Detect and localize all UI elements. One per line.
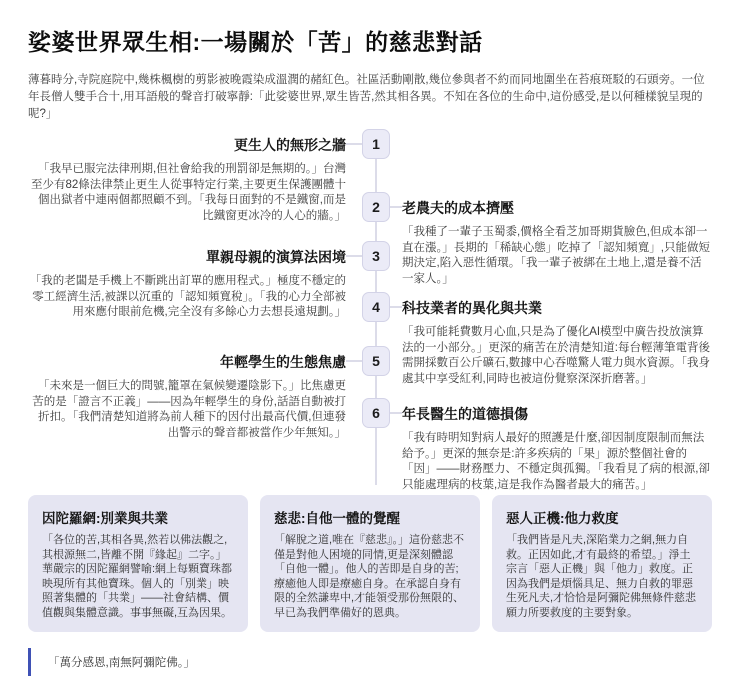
- footer-quote: 「萬分感恩,南無阿彌陀佛。」: [28, 648, 712, 676]
- timeline-item-title: 科技業者的異化與共業: [402, 300, 542, 316]
- timeline-number-badge: [362, 398, 390, 428]
- timeline-item: [28, 135, 346, 224]
- timeline-item-body: 「未來是一個巨大的問號,籠罩在氣候變遷陰影下。」比焦慮更苦的是「證言不正義」——因為年輕學生的身份,話語自動被打折扣。「我們清楚知道將為前人種下的因付出最高代價,但連發出警示的聲音都被當作少年無知。」: [32, 380, 346, 439]
- timeline-connector: [346, 143, 362, 145]
- timeline-item-body: 「我有時明知對病人最好的照護是什麼,卻因制度限制而無法給予。」更深的無奈是:許多疾病的「果」源於整個社會的「因」——財務壓力、不穩定與孤獨。「我看見了病的根源,卻只能處理病的枝葉,這是我作為醫者最大的痛苦。」: [402, 432, 710, 491]
- timeline-item-title: 更生人的無形之牆: [234, 137, 346, 153]
- timeline-item-title: 老農夫的成本擠壓: [402, 200, 514, 216]
- timeline-number: 4: [372, 299, 380, 315]
- card-title: 惡人正機:他力救度: [506, 511, 619, 526]
- timeline: [28, 127, 712, 495]
- timeline-number-badge: [362, 241, 390, 271]
- card-body: 「解脫之道,唯在『慈悲』。」這份慈悲不僅是對他人困境的同情,更是深刻體認「自他一體」。他人的苦即是自身的苦;療癒他人即是療癒自身。在承認自身有限的全然謙卑中,才能領受那份無限的、早已為我們準備好的恩典。: [274, 534, 465, 619]
- timeline-item: [402, 298, 712, 387]
- timeline-connector: [346, 360, 362, 362]
- timeline-number: 5: [372, 353, 380, 369]
- timeline-item: [402, 198, 712, 287]
- timeline-number-badge: [362, 192, 390, 222]
- timeline-item-title: 年長醫生的道德損傷: [402, 406, 528, 422]
- card-title: 因陀羅網:別業與共業: [42, 511, 168, 526]
- card-indra-net: [28, 495, 248, 632]
- timeline-number: 3: [372, 248, 380, 264]
- card-body: 「各位的苦,其相各異,然若以佛法觀之,其根源無二,皆離不開『緣起』二字。」華嚴宗的因陀羅網譬喻:網上每顆寶珠都映現所有其他寶珠。個人的「別業」映照著集體的「共業」——社會結構、價值觀與集體意識。事事無礙,互為因果。: [42, 534, 233, 619]
- card-salvation: [492, 495, 712, 632]
- card-compassion: [260, 495, 480, 632]
- timeline-connector: [390, 206, 402, 208]
- timeline-number-badge: [362, 346, 390, 376]
- timeline-item: [28, 247, 346, 321]
- timeline-item-body: 「我的老闆是手機上不斷跳出訂單的應用程式。」極度不穩定的零工經濟生活,被課以沉重的「認知頻寬稅」。「我的心力全部被用來應付眼前危機,完全沒有多餘心力去想長遠規劃。」: [29, 275, 346, 318]
- timeline-connector: [390, 306, 402, 308]
- timeline-item: [28, 352, 346, 441]
- timeline-item: [402, 404, 712, 493]
- card-body: 「我們皆是凡夫,深陷業力之網,無力自救。正因如此,才有最終的希望。」淨土宗言「惡人正機」與「他力」救度。正因為我們是煩惱具足、無力自救的罪惡生死凡夫,才恰恰是阿彌陀佛無條件慈悲願力所要救度的主要對象。: [506, 534, 697, 619]
- timeline-number-badge: [362, 129, 390, 159]
- timeline-item-title: 單親母親的演算法困境: [206, 249, 346, 265]
- timeline-item-body: 「我可能耗費數月心血,只是為了優化AI模型中廣告投放演算法的一小部分。」更深的痛苦在於清楚知道:每台輕薄筆電背後需開採數百公斤礦石,數據中心吞噬驚人電力與水資源。「我身處其中享受紅利,同時也被這份覺察深深折磨著。」: [402, 326, 710, 385]
- concept-cards: [28, 495, 712, 632]
- timeline-item-body: 「我種了一輩子玉蜀黍,價格全看芝加哥期貨臉色,但成本卻一直在漲。」長期的「稀缺心態」吃掉了「認知頻寬」,只能做短期決定,陷入惡性循環。「我一輩子被綁在土地上,還是養不活一家人。」: [402, 226, 710, 285]
- timeline-connector: [346, 255, 362, 257]
- timeline-connector: [390, 412, 402, 414]
- intro-paragraph: 薄暮時分,寺院庭院中,幾株楓樹的剪影被晚霞染成溫潤的赭紅色。社區活動剛散,幾位參與者不約而同地圍坐在苔痕斑駁的石頭旁。一位年長僧人雙手合十,用耳語般的聲音打破寧靜:「此娑婆世界,眾生皆苦,然其相各異。不知在各位的生命中,這份感受,是以何種樣貌呈現的呢?」: [28, 74, 705, 120]
- timeline-number: 6: [372, 405, 380, 421]
- timeline-item-body: 「我早已服完法律刑期,但社會給我的刑罰卻是無期的。」台灣至少有82條法律禁止更生人從事特定行業,主要更生保護團體十個出獄者中連兩個都照顧不到。「我每日面對的不是鐵窗,而是比鐵窗更冰冷的人心的牆。」: [31, 163, 346, 222]
- timeline-item-title: 年輕學生的生態焦慮: [220, 354, 346, 370]
- timeline-number: 1: [372, 136, 380, 152]
- card-title: 慈悲:自他一體的覺醒: [274, 511, 400, 526]
- timeline-number: 2: [372, 199, 380, 215]
- timeline-number-badge: [362, 292, 390, 322]
- page-title: 娑婆世界眾生相:一場關於「苦」的慈悲對話: [28, 29, 483, 55]
